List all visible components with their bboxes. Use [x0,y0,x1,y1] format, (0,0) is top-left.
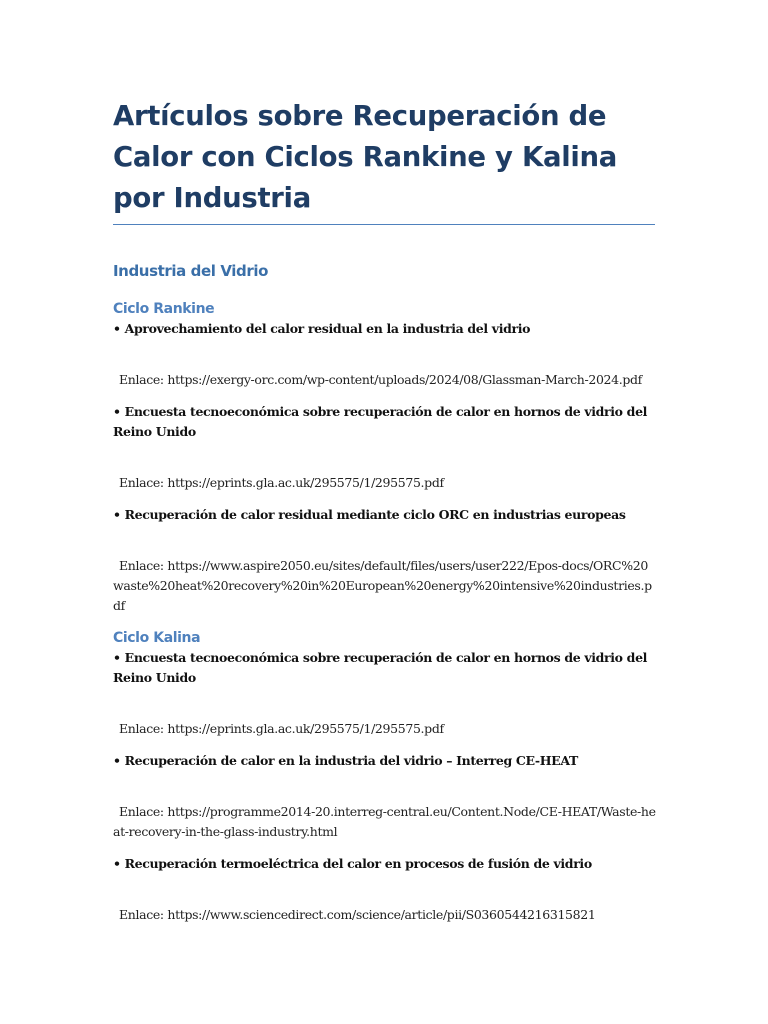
document-title: Artículos sobre Recuperación de Calor con Ciclos Rankine y Kalina por Industria [113,100,617,214]
kalina-item-3-link[interactable] [113,905,658,925]
rankine-item-1-link[interactable] [113,370,658,390]
link-url[interactable]: https://exergy-orc.com/wp-content/uploads/2024/08/Glassman-March-2024.pdf [167,372,642,387]
title-divider [113,224,655,225]
kalina-item-1-title: • Encuesta tecnoeconómica sobre recuperación de calor en hornos de vidrio del Reino Unido [113,650,648,685]
kalina-item-2-title: • Recuperación de calor en la industria del vidrio – Interreg CE-HEAT [113,753,578,768]
rankine-item-3-link[interactable] [113,556,658,616]
rankine-item-2-link[interactable] [113,473,658,493]
kalina-item-2-link[interactable] [113,802,658,842]
rankine-item-1-title: • Aprovechamiento del calor residual en la industria del vidrio [113,321,531,336]
section-heading: Industria del Vidrio [113,262,269,280]
document-page [113,96,658,925]
kalina-item-1-link[interactable] [113,719,658,739]
link-label: Enlace: [119,721,168,736]
link-label: Enlace: [119,475,168,490]
rankine-item-2-title: • Encuesta tecnoeconómica sobre recuperación de calor en hornos de vidrio del Reino Unido [113,404,648,439]
kalina-heading: Ciclo Kalina [113,630,201,646]
link-url[interactable]: https://programme2014-20.interreg-central.eu/Content.Node/CE-HEAT/Waste-heat-recovery-in-the-glass-industry.html [113,804,656,839]
link-label: Enlace: [119,804,168,819]
link-label: Enlace: [119,558,168,573]
link-label: Enlace: [119,907,168,922]
kalina-item-3-title: • Recuperación termoeléctrica del calor en procesos de fusión de vidrio [113,856,592,871]
rankine-item-3-title: • Recuperación de calor residual mediante ciclo ORC en industrias europeas [113,507,626,522]
rankine-heading: Ciclo Rankine [113,301,215,317]
link-url[interactable]: https://www.aspire2050.eu/sites/default/files/users/user222/Epos-docs/ORC%20waste%20heat%20recovery%20in%20European%20energy%20intensive%20industries.pdf [113,558,652,613]
link-url[interactable]: https://www.sciencedirect.com/science/article/pii/S0360544216315821 [167,907,596,922]
link-label: Enlace: [119,372,168,387]
link-url[interactable]: https://eprints.gla.ac.uk/295575/1/295575.pdf [167,721,444,736]
link-url[interactable]: https://eprints.gla.ac.uk/295575/1/295575.pdf [167,475,444,490]
